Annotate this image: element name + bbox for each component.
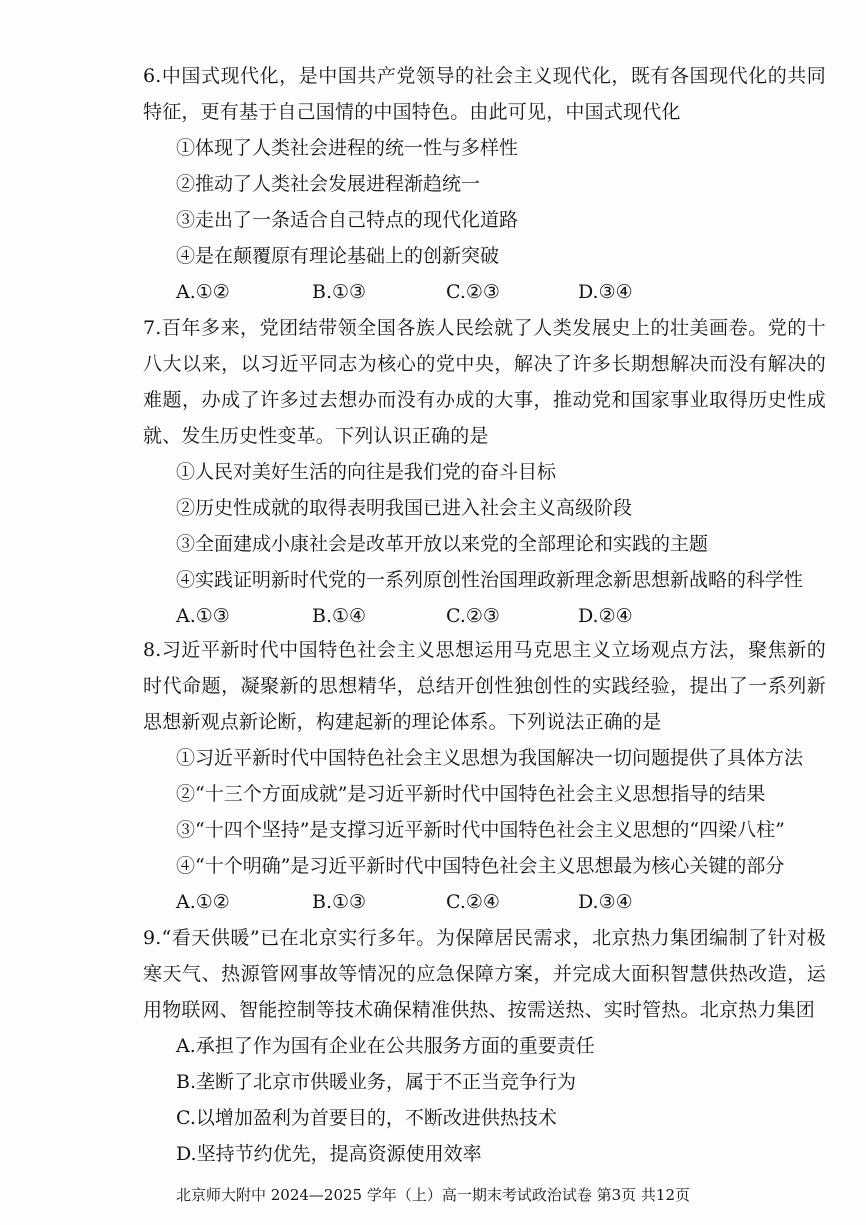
question-6 <box>0 58 866 310</box>
question-7-option-1: ①人民对美好生活的向往是我们党的奋斗目标 <box>176 461 557 483</box>
question-6-stem: 6.中国式现代化，是中国共产党领导的社会主义现代化，既有各国现代化的共同特征，更有基于自己国情的中国特色。由此可见，中国式现代化 <box>143 65 826 123</box>
choice-b: B.①④ <box>312 605 367 627</box>
question-7-stem: 7.百年多来，党团结带领全国各族人民绘就了人类发展史上的壮美画卷。党的十八大以来，以习近平同志为核心的党中央，解决了许多长期想解决而没有解决的难题，办成了许多过去想办而没有办成的大事，推动党和国家事业取得历史性成就、发生历史性变革。下列认识正确的是 <box>143 317 826 447</box>
question-8-option-1: ①习近平新时代中国特色社会主义思想为我国解决一切问题提供了具体方法 <box>176 747 804 769</box>
question-8 <box>0 632 866 920</box>
question-8-option-3: ③“十四个坚持”是支撑习近平新时代中国特色社会主义思想的“四梁八柱” <box>176 819 785 841</box>
question-7-option-3: ③全面建成小康社会是改革开放以来党的全部理论和实践的主题 <box>176 533 709 555</box>
question-8-option-4: ④“十个明确”是习近平新时代中国特色社会主义思想最为核心关键的部分 <box>176 855 785 877</box>
question-7-choices <box>0 598 866 634</box>
question-9-option-c: C.以增加盈利为首要目的，不断改进供热技术 <box>176 1107 557 1129</box>
question-6-option-4: ④是在颠覆原有理论基础上的创新突破 <box>176 245 500 267</box>
question-6-choices <box>0 274 866 310</box>
choice-b: B.①③ <box>312 281 367 303</box>
choice-c: C.②④ <box>446 891 500 913</box>
choice-c: C.②③ <box>446 605 500 627</box>
question-9-option-b: B.垄断了北京市供暖业务，属于不正当竞争行为 <box>176 1071 577 1093</box>
choice-b: B.①③ <box>312 891 367 913</box>
question-9 <box>0 920 866 1172</box>
choice-d: D.③④ <box>578 891 633 913</box>
choice-a: A.①② <box>176 281 230 303</box>
question-6-option-2: ②推动了人类社会发展进程渐趋统一 <box>176 173 481 195</box>
choice-d: D.②④ <box>578 605 633 627</box>
question-7-option-2: ②历史性成就的取得表明我国已进入社会主义高级阶段 <box>176 497 633 519</box>
question-7-option-4: ④实践证明新时代党的一系列原创性治国理政新理念新思想新战略的科学性 <box>176 569 804 591</box>
question-6-option-3: ③走出了一条适合自己特点的现代化道路 <box>176 209 519 231</box>
question-6-option-1: ①体现了人类社会进程的统一性与多样性 <box>176 137 519 159</box>
page-footer: 北京师大附中 2024—2025 学年（上）高一期末考试政治试卷 第3页 共12页 <box>175 1186 691 1204</box>
choice-a: A.①③ <box>176 605 230 627</box>
question-9-option-a: A.承担了作为国有企业在公共服务方面的重要责任 <box>176 1035 595 1057</box>
choice-a: A.①② <box>176 891 230 913</box>
question-9-option-d: D.坚持节约优先，提高资源使用效率 <box>176 1143 482 1165</box>
question-8-choices <box>0 884 866 920</box>
choice-c: C.②③ <box>446 281 500 303</box>
question-7 <box>0 310 866 634</box>
question-8-stem: 8.习近平新时代中国特色社会主义思想运用马克思主义立场观点方法，聚焦新的时代命题，凝聚新的思想精华，总结开创性独创性的实践经验，提出了一系列新思想新观点新论断，构建起新的理论体系。下列说法正确的是 <box>143 639 826 733</box>
question-8-option-2: ②“十三个方面成就”是习近平新时代中国特色社会主义思想指导的结果 <box>176 783 766 805</box>
question-9-stem: 9.“看天供暖”已在北京实行多年。为保障居民需求，北京热力集团编制了针对极寒天气、热源管网事故等情况的应急保障方案，并完成大面积智慧供热改造，运用物联网、智能控制等技术确保精准供热、按需送热、实时管热。北京热力集团 <box>143 927 826 1021</box>
choice-d: D.③④ <box>578 281 633 303</box>
